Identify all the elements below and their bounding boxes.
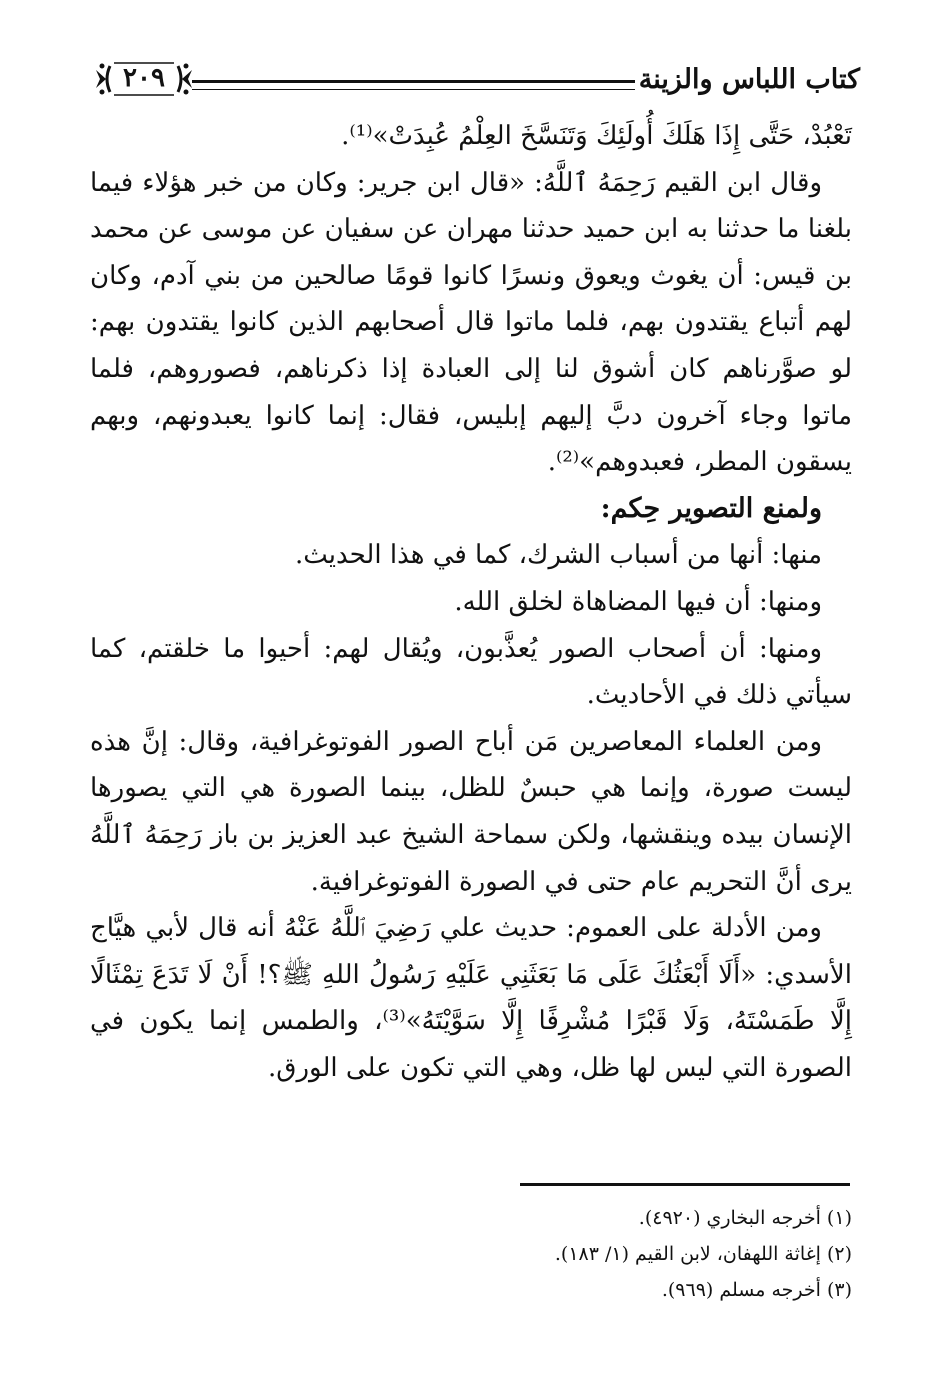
book-title: كتاب اللباس والزينة [638,64,860,95]
section-heading: ولمنع التصوير حِكم: [600,492,822,524]
main-text [90,113,852,1091]
paragraph: ومن الأدلة على العموم: حديث علي رَضِيَ ٱللَّهُ عَنْهُ أنه قال لأبي هيَّاج الأسدي: «أَلَا أَبْعَثُكَ عَلَى مَا بَعَثَنِي عَلَيْهِ رَسُولُ اللهِ ﷺ؟! أَنْ لَا تَدَعَ تِمْثَالًا إِلَّا طَمَسْتَهُ، وَلَا قَبْرًا مُشْرِفًا إِلَّا سَوَّيْتَهُ»⁽³⁾، والطمس إنما يكون في الصورة التي ليس لها ظل، وهي التي تكون على الورق. [90,913,852,1083]
paragraph: منها: أنها من أسباب الشرك، كما في هذا الحديث. [294,540,822,571]
paragraph: ومنها: أن أصحاب الصور يُعذَّبون، ويُقال لهم: أحيوا ما خلقتم، كما سيأتي ذلك في الأحاديث. [90,633,852,711]
footnote: (٣) أخرجه مسلم (٩٦٩). [661,1279,852,1301]
paragraph: تَعْبُدْ، حَتَّى إِذَا هَلَكَ أُولَئِكَ وَتَنَسَّخَ العِلْمُ عُبِدَتْ»⁽¹⁾. [341,121,852,151]
header-rule [192,80,635,90]
footnote-rule [520,1183,850,1186]
paragraph: ومنها: أن فيها المضاهاة لخلق الله. [454,586,822,617]
page-header [92,58,860,102]
page-number: ٢٠٩ [123,63,165,93]
footnotes [90,1200,852,1308]
footnote: (١) أخرجه البخاري (٤٩٢٠). [638,1207,852,1229]
paragraph: ومن العلماء المعاصرين مَن أباح الصور الفوتوغرافية، وقال: إنَّ هذه ليست صورة، وإنما هي حبسٌ للظل، بينما الصورة هي التي يصورها الإنسان بيده وينقشها، ولكن سماحة الشيخ عبد العزيز بن باز رَحِمَهُ ٱللَّهُ يرى أنَّ التحريم عام حتى في الصورة الفوتوغرافية. [90,726,852,897]
paragraph: وقال ابن القيم رَحِمَهُ ٱللَّهُ: «قال ابن جرير: وكان من خبر هؤلاء فيما بلغنا ما حدثنا به ابن حميد حدثنا مهران عن سفيان عن موسى عن محمد بن قيس: أن يغوث ويعوق ونسرًا كانوا قومًا صالحين من بني آدم، وكان لهم أتباع يقتدون بهم، فلما ماتوا قال أصحابهم الذين كانوا يقتدون بهم: لو صوَّرناهم كان أشوق لنا إلى العبادة إذا ذكرناهم، فصوروهم، فلما ماتوا وجاء آخرون دبَّ إليهم إبليس، فقال: إنما كانوا يعبدونهم، وبهم يسقون المطر، فعبدوهم»⁽²⁾. [90,167,852,478]
page-number-ornament [92,58,196,100]
footnote: (٢) إغاثة اللهفان، لابن القيم (١/ ١٨٣). [554,1243,852,1265]
